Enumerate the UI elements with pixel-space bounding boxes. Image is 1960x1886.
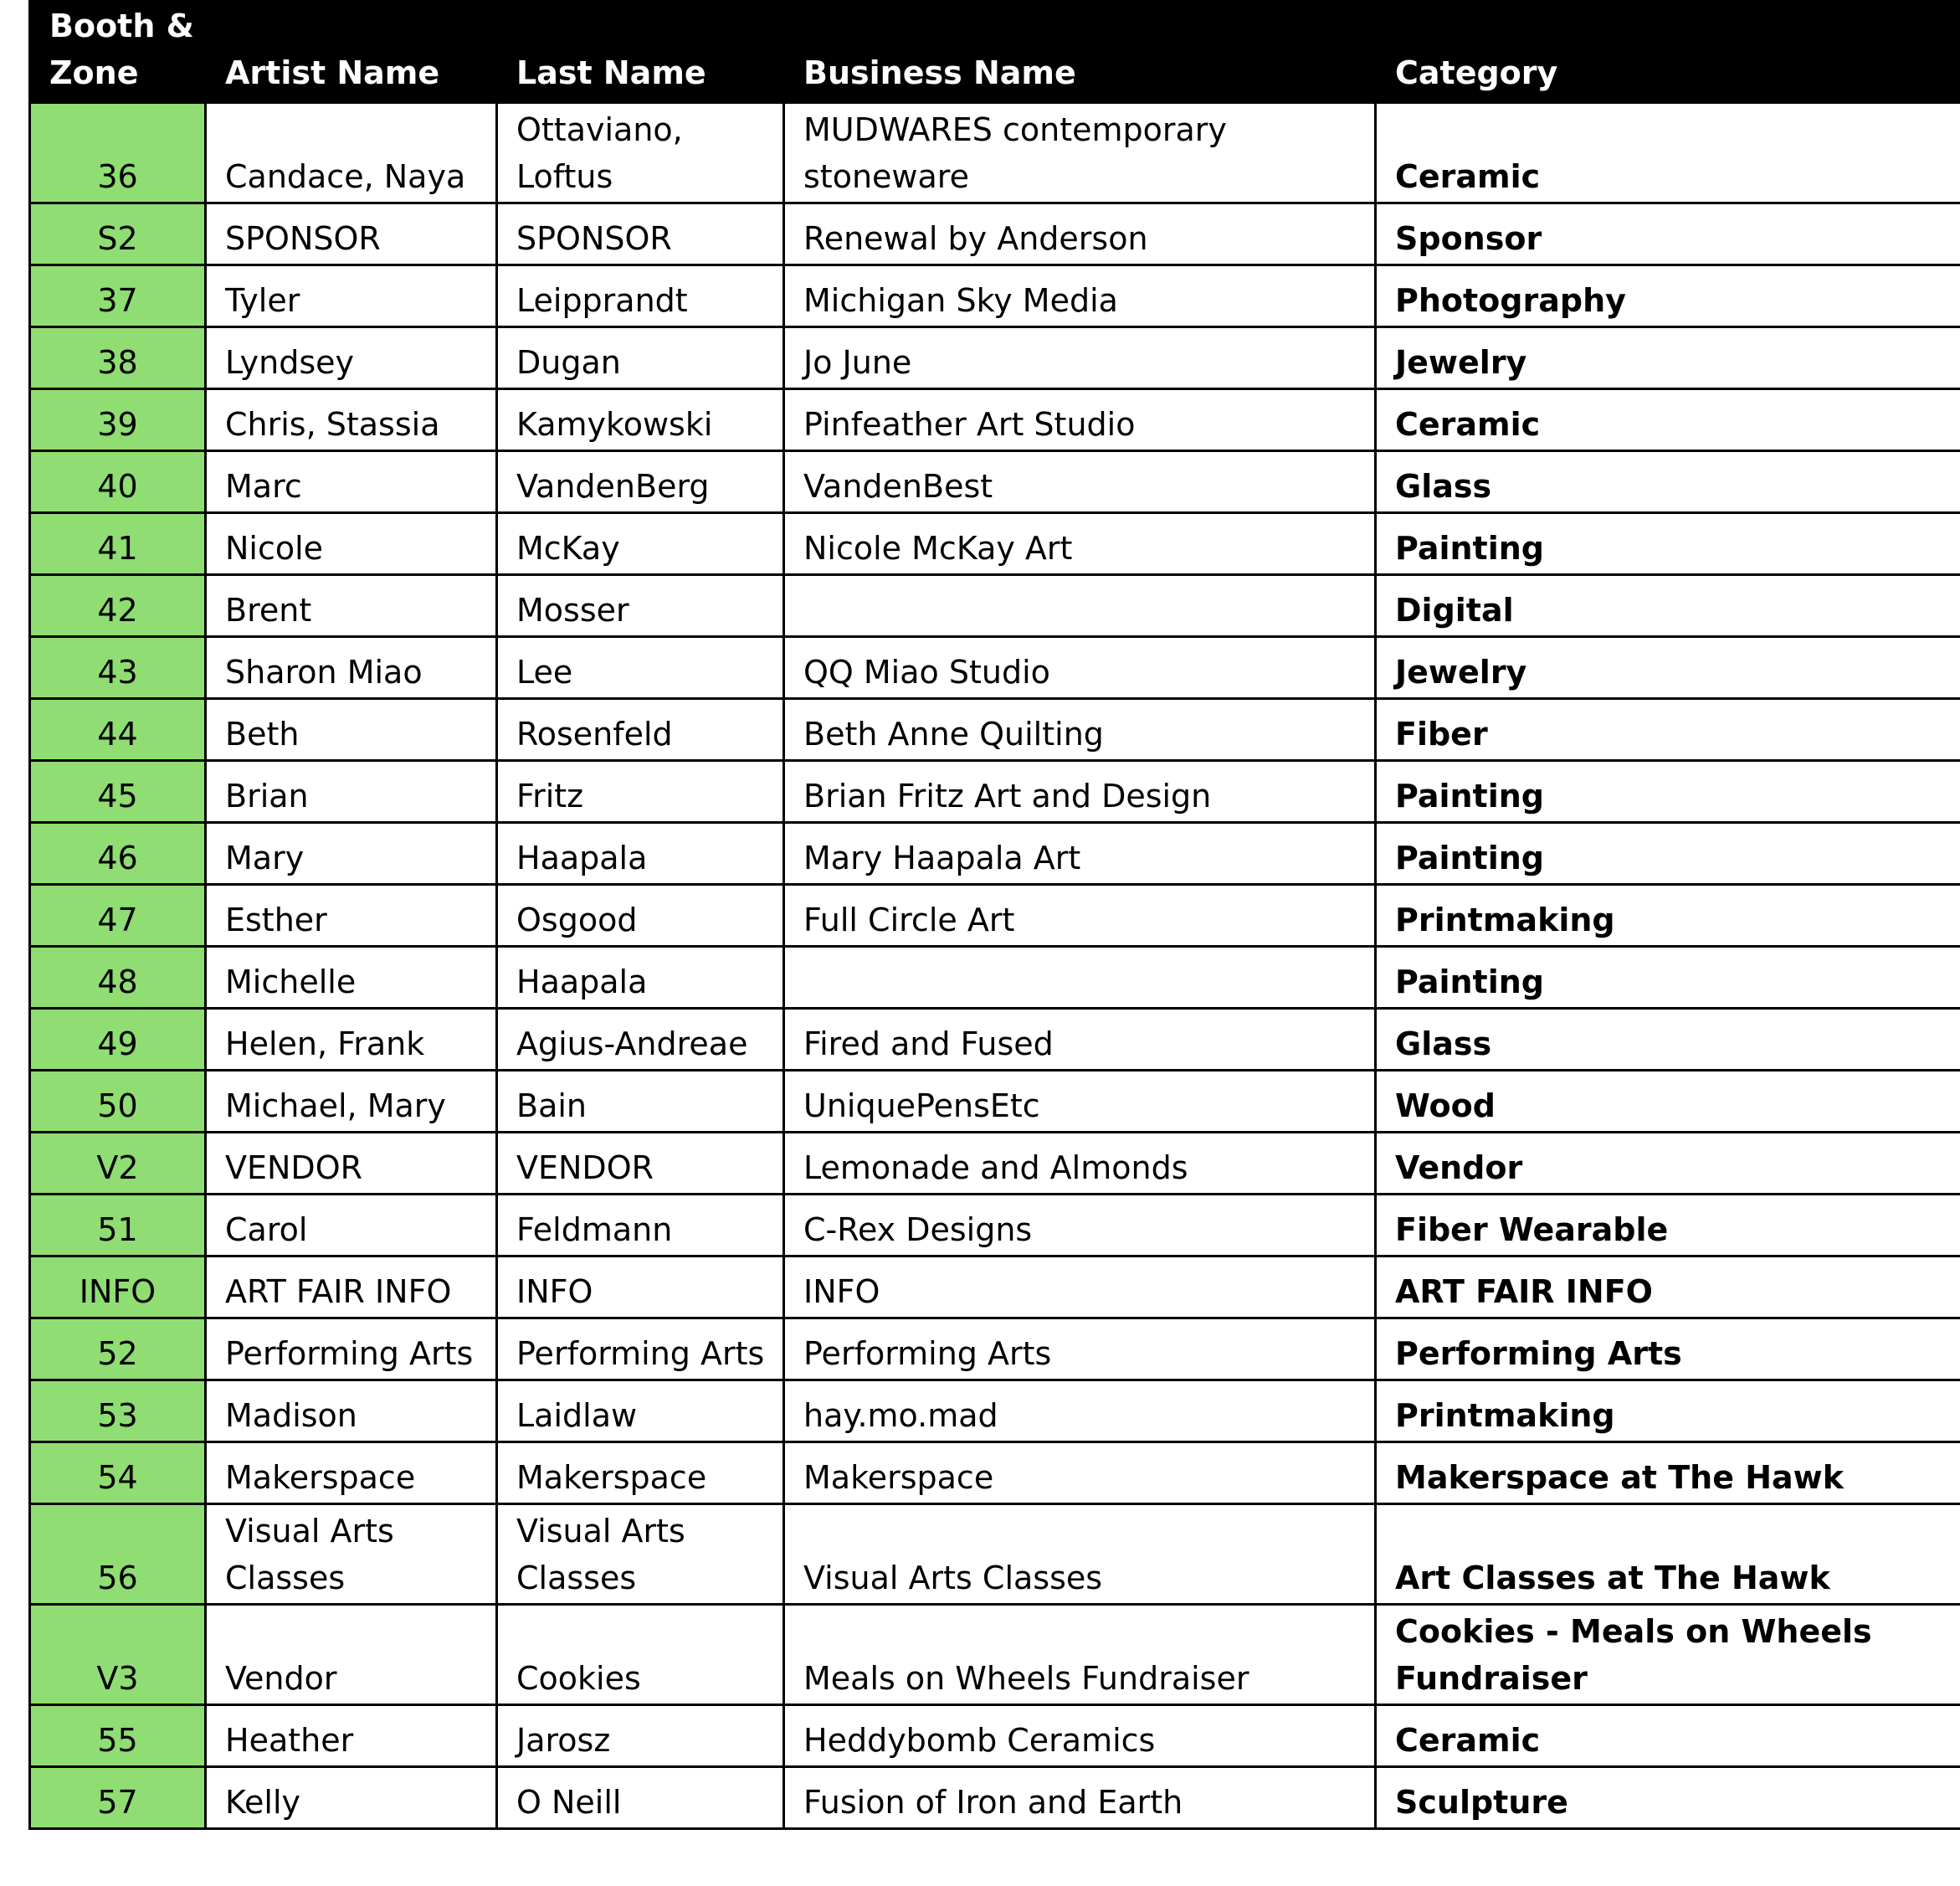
category-cell: Fiber [1376, 699, 1960, 761]
category-cell: Vendor [1376, 1133, 1960, 1195]
artist-cell: Esther [206, 885, 497, 947]
business-cell: Renewal by Anderson [784, 203, 1376, 265]
business-cell [784, 575, 1376, 637]
last-name-cell: Fritz [497, 761, 784, 823]
table-row [30, 823, 1960, 885]
table-body [30, 103, 1960, 1829]
booth-cell: 45 [30, 761, 206, 823]
header-business-name: Business Name [784, 2, 1376, 103]
artist-cell: Madison [206, 1380, 497, 1442]
business-cell: VandenBest [784, 451, 1376, 513]
table-row [30, 1133, 1960, 1195]
last-name-cell: Kamykowski [497, 389, 784, 451]
category-cell: Ceramic [1376, 103, 1960, 203]
category-cell: Glass [1376, 451, 1960, 513]
booth-cell: 36 [30, 103, 206, 203]
table-row [30, 103, 1960, 203]
table-row [30, 265, 1960, 327]
last-name-cell: Agius-Andreae [497, 1009, 784, 1071]
last-name-cell: Laidlaw [497, 1380, 784, 1442]
table-row [30, 451, 1960, 513]
booth-cell: 57 [30, 1767, 206, 1829]
booth-cell: 56 [30, 1504, 206, 1605]
last-name-cell: O Neill [497, 1767, 784, 1829]
artist-cell: ART FAIR INFO [206, 1256, 497, 1318]
last-name-cell: VandenBerg [497, 451, 784, 513]
category-cell: Jewelry [1376, 327, 1960, 389]
booth-cell: S2 [30, 203, 206, 265]
booth-cell: V2 [30, 1133, 206, 1195]
artist-cell: Heather [206, 1705, 497, 1767]
booth-cell: 41 [30, 513, 206, 575]
table-row [30, 575, 1960, 637]
booth-cell: 49 [30, 1009, 206, 1071]
category-cell: Art Classes at The Hawk [1376, 1504, 1960, 1605]
last-name-cell: Bain [497, 1071, 784, 1133]
artist-cell: Marc [206, 451, 497, 513]
booth-cell: 54 [30, 1442, 206, 1504]
business-cell: UniquePensEtc [784, 1071, 1376, 1133]
booth-cell: 50 [30, 1071, 206, 1133]
business-cell: Performing Arts [784, 1318, 1376, 1380]
category-cell: Photography [1376, 265, 1960, 327]
category-cell: Ceramic [1376, 389, 1960, 451]
table-row [30, 1071, 1960, 1133]
business-cell: Heddybomb Ceramics [784, 1705, 1376, 1767]
booth-cell: 52 [30, 1318, 206, 1380]
business-cell: Fired and Fused [784, 1009, 1376, 1071]
table-row [30, 885, 1960, 947]
last-name-cell: Performing Arts [497, 1318, 784, 1380]
business-cell [784, 947, 1376, 1009]
category-cell: Painting [1376, 947, 1960, 1009]
last-name-cell: VENDOR [497, 1133, 784, 1195]
category-cell: Fiber Wearable [1376, 1195, 1960, 1256]
last-name-cell: Cookies [497, 1605, 784, 1705]
business-cell: C-Rex Designs [784, 1195, 1376, 1256]
last-name-cell: Dugan [497, 327, 784, 389]
table-row [30, 1605, 1960, 1705]
table-row [30, 513, 1960, 575]
artist-cell: VENDOR [206, 1133, 497, 1195]
last-name-cell: Ottaviano, Loftus [497, 103, 784, 203]
artist-cell: Nicole [206, 513, 497, 575]
category-cell: Printmaking [1376, 885, 1960, 947]
booth-cell: 51 [30, 1195, 206, 1256]
table-row [30, 327, 1960, 389]
business-cell: hay.mo.mad [784, 1380, 1376, 1442]
artist-cell: Beth [206, 699, 497, 761]
last-name-cell: Haapala [497, 947, 784, 1009]
artist-cell: Chris, Stassia [206, 389, 497, 451]
category-cell: Printmaking [1376, 1380, 1960, 1442]
last-name-cell: Jarosz [497, 1705, 784, 1767]
booth-cell: 47 [30, 885, 206, 947]
booth-table [28, 0, 1960, 1830]
table-header [30, 2, 1960, 103]
business-cell: Mary Haapala Art [784, 823, 1376, 885]
last-name-cell: Makerspace [497, 1442, 784, 1504]
category-cell: Sponsor [1376, 203, 1960, 265]
business-cell: Nicole McKay Art [784, 513, 1376, 575]
category-cell: Jewelry [1376, 637, 1960, 699]
table-row [30, 1256, 1960, 1318]
business-cell: Visual Arts Classes [784, 1504, 1376, 1605]
category-cell: Ceramic [1376, 1705, 1960, 1767]
business-cell: QQ Miao Studio [784, 637, 1376, 699]
last-name-cell: Leipprandt [497, 265, 784, 327]
table-row [30, 699, 1960, 761]
booth-cell: 48 [30, 947, 206, 1009]
last-name-cell: Haapala [497, 823, 784, 885]
artist-cell: Lyndsey [206, 327, 497, 389]
artist-cell: Michelle [206, 947, 497, 1009]
category-cell: Cookies - Meals on Wheels Fundraiser [1376, 1605, 1960, 1705]
last-name-cell: Lee [497, 637, 784, 699]
booth-cell: 42 [30, 575, 206, 637]
table-row [30, 1195, 1960, 1256]
last-name-cell: INFO [497, 1256, 784, 1318]
table-row [30, 1380, 1960, 1442]
category-cell: Glass [1376, 1009, 1960, 1071]
artist-cell: Mary [206, 823, 497, 885]
booth-cell: 53 [30, 1380, 206, 1442]
category-cell: Painting [1376, 761, 1960, 823]
booth-cell: 43 [30, 637, 206, 699]
business-cell: Fusion of Iron and Earth [784, 1767, 1376, 1829]
table-row [30, 389, 1960, 451]
table-row [30, 1009, 1960, 1071]
last-name-cell: Feldmann [497, 1195, 784, 1256]
business-cell: Michigan Sky Media [784, 265, 1376, 327]
category-cell: ART FAIR INFO [1376, 1256, 1960, 1318]
last-name-cell: Visual Arts Classes [497, 1504, 784, 1605]
artist-cell: Brian [206, 761, 497, 823]
artist-cell: Visual Arts Classes [206, 1504, 497, 1605]
artist-cell: Kelly [206, 1767, 497, 1829]
category-cell: Wood [1376, 1071, 1960, 1133]
last-name-cell: Rosenfeld [497, 699, 784, 761]
table-row [30, 637, 1960, 699]
business-cell: Lemonade and Almonds [784, 1133, 1376, 1195]
category-cell: Makerspace at The Hawk [1376, 1442, 1960, 1504]
booth-cell: 38 [30, 327, 206, 389]
header-category: Category [1376, 2, 1960, 103]
booth-cell: 39 [30, 389, 206, 451]
last-name-cell: SPONSOR [497, 203, 784, 265]
table-row [30, 203, 1960, 265]
category-cell: Digital [1376, 575, 1960, 637]
table-row [30, 761, 1960, 823]
artist-cell: Vendor [206, 1605, 497, 1705]
booth-table-sheet [28, 0, 1960, 1830]
table-row [30, 1767, 1960, 1829]
artist-cell: Michael, Mary [206, 1071, 497, 1133]
category-cell: Sculpture [1376, 1767, 1960, 1829]
header-last-name: Last Name [497, 2, 784, 103]
business-cell: Full Circle Art [784, 885, 1376, 947]
artist-cell: Sharon Miao [206, 637, 497, 699]
header-booth-zone: Booth & Zone [30, 2, 206, 103]
last-name-cell: Osgood [497, 885, 784, 947]
booth-cell: INFO [30, 1256, 206, 1318]
business-cell: Pinfeather Art Studio [784, 389, 1376, 451]
table-row [30, 1705, 1960, 1767]
category-cell: Performing Arts [1376, 1318, 1960, 1380]
booth-cell: 55 [30, 1705, 206, 1767]
header-row [30, 2, 1960, 103]
booth-cell: 46 [30, 823, 206, 885]
booth-cell: 37 [30, 265, 206, 327]
last-name-cell: Mosser [497, 575, 784, 637]
business-cell: Brian Fritz Art and Design [784, 761, 1376, 823]
business-cell: Beth Anne Quilting [784, 699, 1376, 761]
artist-cell: Carol [206, 1195, 497, 1256]
artist-cell: Candace, Naya [206, 103, 497, 203]
last-name-cell: McKay [497, 513, 784, 575]
business-cell: INFO [784, 1256, 1376, 1318]
artist-cell: Helen, Frank [206, 1009, 497, 1071]
business-cell: Makerspace [784, 1442, 1376, 1504]
artist-cell: Brent [206, 575, 497, 637]
business-cell: Meals on Wheels Fundraiser [784, 1605, 1376, 1705]
category-cell: Painting [1376, 823, 1960, 885]
booth-cell: V3 [30, 1605, 206, 1705]
artist-cell: Performing Arts [206, 1318, 497, 1380]
artist-cell: Tyler [206, 265, 497, 327]
artist-cell: SPONSOR [206, 203, 497, 265]
table-row [30, 947, 1960, 1009]
artist-cell: Makerspace [206, 1442, 497, 1504]
business-cell: Jo June [784, 327, 1376, 389]
table-row [30, 1318, 1960, 1380]
booth-cell: 40 [30, 451, 206, 513]
table-row [30, 1442, 1960, 1504]
business-cell: MUDWARES contemporary stoneware [784, 103, 1376, 203]
category-cell: Painting [1376, 513, 1960, 575]
table-row [30, 1504, 1960, 1605]
booth-cell: 44 [30, 699, 206, 761]
header-artist-name: Artist Name [206, 2, 497, 103]
